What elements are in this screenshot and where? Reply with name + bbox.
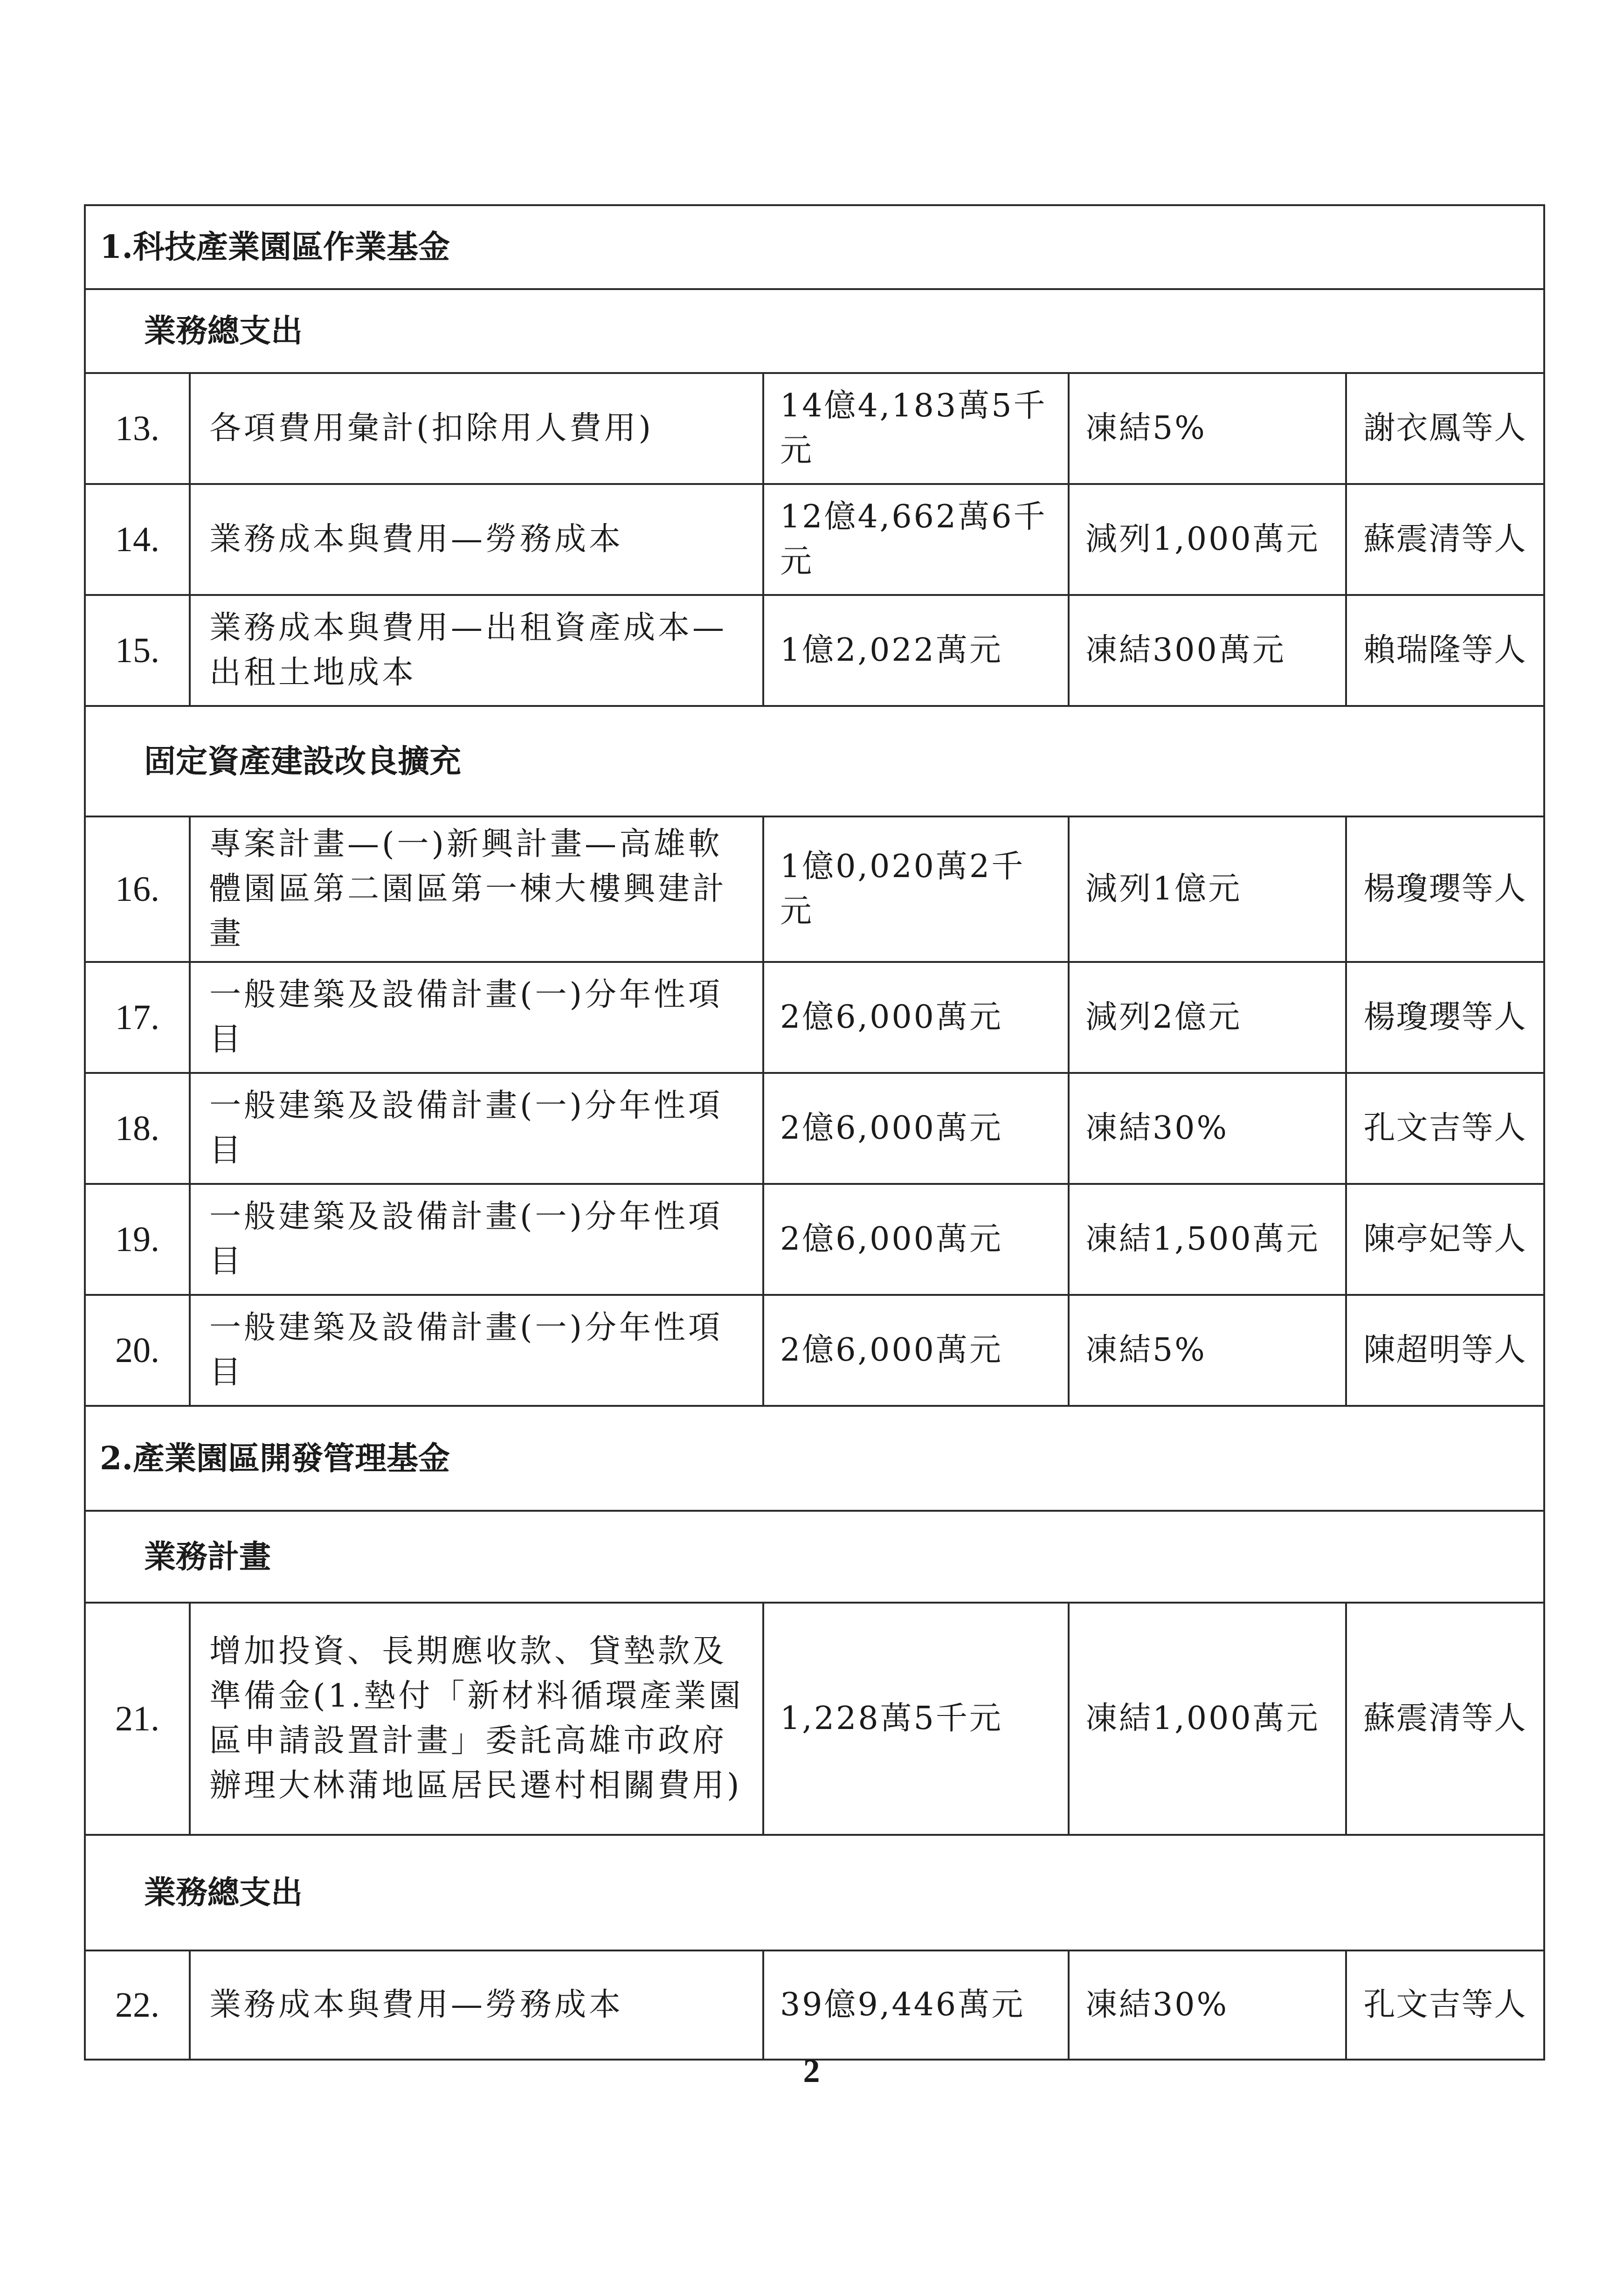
row-proposer: 陳超明等人 [1346,1295,1544,1406]
table-row [85,595,1544,706]
row-amount: 39億9,446萬元 [763,1950,1069,2060]
row-item: 專案計畫—(一)新興計畫—高雄軟體園區第二園區第一棟大樓興建計畫 [190,816,763,962]
section-title: 1.科技產業園區作業基金 [85,205,1544,289]
group-header-row [85,1511,1544,1603]
row-action: 凍結30% [1069,1073,1346,1184]
row-amount: 1億2,022萬元 [763,595,1069,706]
table-row [85,1073,1544,1184]
table-row [85,373,1544,484]
row-number: 13. [85,373,190,484]
row-number: 22. [85,1950,190,2060]
row-amount: 1,228萬5千元 [763,1603,1069,1835]
row-action: 減列1億元 [1069,816,1346,962]
row-item: 一般建築及設備計畫(一)分年性項目 [190,962,763,1073]
row-item: 一般建築及設備計畫(一)分年性項目 [190,1295,763,1406]
row-amount: 12億4,662萬6千元 [763,484,1069,595]
row-number: 20. [85,1295,190,1406]
row-item: 業務成本與費用—出租資產成本—出租土地成本 [190,595,763,706]
row-amount: 2億6,000萬元 [763,1295,1069,1406]
table-row [85,484,1544,595]
row-amount: 2億6,000萬元 [763,1184,1069,1295]
row-amount: 2億6,000萬元 [763,962,1069,1073]
group-title: 業務總支出 [85,1835,1544,1950]
row-item: 業務成本與費用—勞務成本 [190,1950,763,2060]
row-amount: 2億6,000萬元 [763,1073,1069,1184]
row-action: 凍結30% [1069,1950,1346,2060]
row-item: 業務成本與費用—勞務成本 [190,484,763,595]
row-number: 21. [85,1603,190,1835]
table-row [85,1950,1544,2060]
row-proposer: 孔文吉等人 [1346,1950,1544,2060]
group-header-row [85,289,1544,373]
row-number: 17. [85,962,190,1073]
table-row [85,816,1544,962]
row-action: 凍結300萬元 [1069,595,1346,706]
row-action: 凍結5% [1069,373,1346,484]
row-action: 凍結1,000萬元 [1069,1603,1346,1835]
table-row [85,962,1544,1073]
row-proposer: 楊瓊瓔等人 [1346,816,1544,962]
row-action: 減列2億元 [1069,962,1346,1073]
row-number: 15. [85,595,190,706]
row-number: 18. [85,1073,190,1184]
group-header-row [85,706,1544,816]
row-amount: 14億4,183萬5千元 [763,373,1069,484]
row-item: 一般建築及設備計畫(一)分年性項目 [190,1073,763,1184]
row-proposer: 蘇震清等人 [1346,1603,1544,1835]
row-action: 凍結1,500萬元 [1069,1184,1346,1295]
group-title: 業務總支出 [85,289,1544,373]
row-proposer: 陳亭妃等人 [1346,1184,1544,1295]
row-proposer: 蘇震清等人 [1346,484,1544,595]
row-proposer: 楊瓊瓔等人 [1346,962,1544,1073]
row-amount: 1億0,020萬2千元 [763,816,1069,962]
group-title: 固定資產建設改良擴充 [85,706,1544,816]
row-number: 14. [85,484,190,595]
row-number: 16. [85,816,190,962]
group-title: 業務計畫 [85,1511,1544,1603]
row-proposer: 孔文吉等人 [1346,1073,1544,1184]
row-proposer: 謝衣鳳等人 [1346,373,1544,484]
row-item: 增加投資、長期應收款、貸墊款及準備金(1.墊付「新材料循環產業園區申請設置計畫」委託高雄市政府辦理大林蒲地區居民遷村相關費用) [190,1603,763,1835]
row-action: 減列1,000萬元 [1069,484,1346,595]
table-row [85,1603,1544,1835]
table-row [85,1295,1544,1406]
row-action: 凍結5% [1069,1295,1346,1406]
page-number: 2 [803,2052,820,2089]
section-header-row [85,1406,1544,1511]
group-header-row [85,1835,1544,1950]
section-header-row [85,205,1544,289]
row-proposer: 賴瑞隆等人 [1346,595,1544,706]
row-item: 一般建築及設備計畫(一)分年性項目 [190,1184,763,1295]
table-row [85,1184,1544,1295]
row-item: 各項費用彙計(扣除用人費用) [190,373,763,484]
budget-table [84,204,1545,2061]
row-number: 19. [85,1184,190,1295]
section-title: 2.產業園區開發管理基金 [85,1406,1544,1511]
